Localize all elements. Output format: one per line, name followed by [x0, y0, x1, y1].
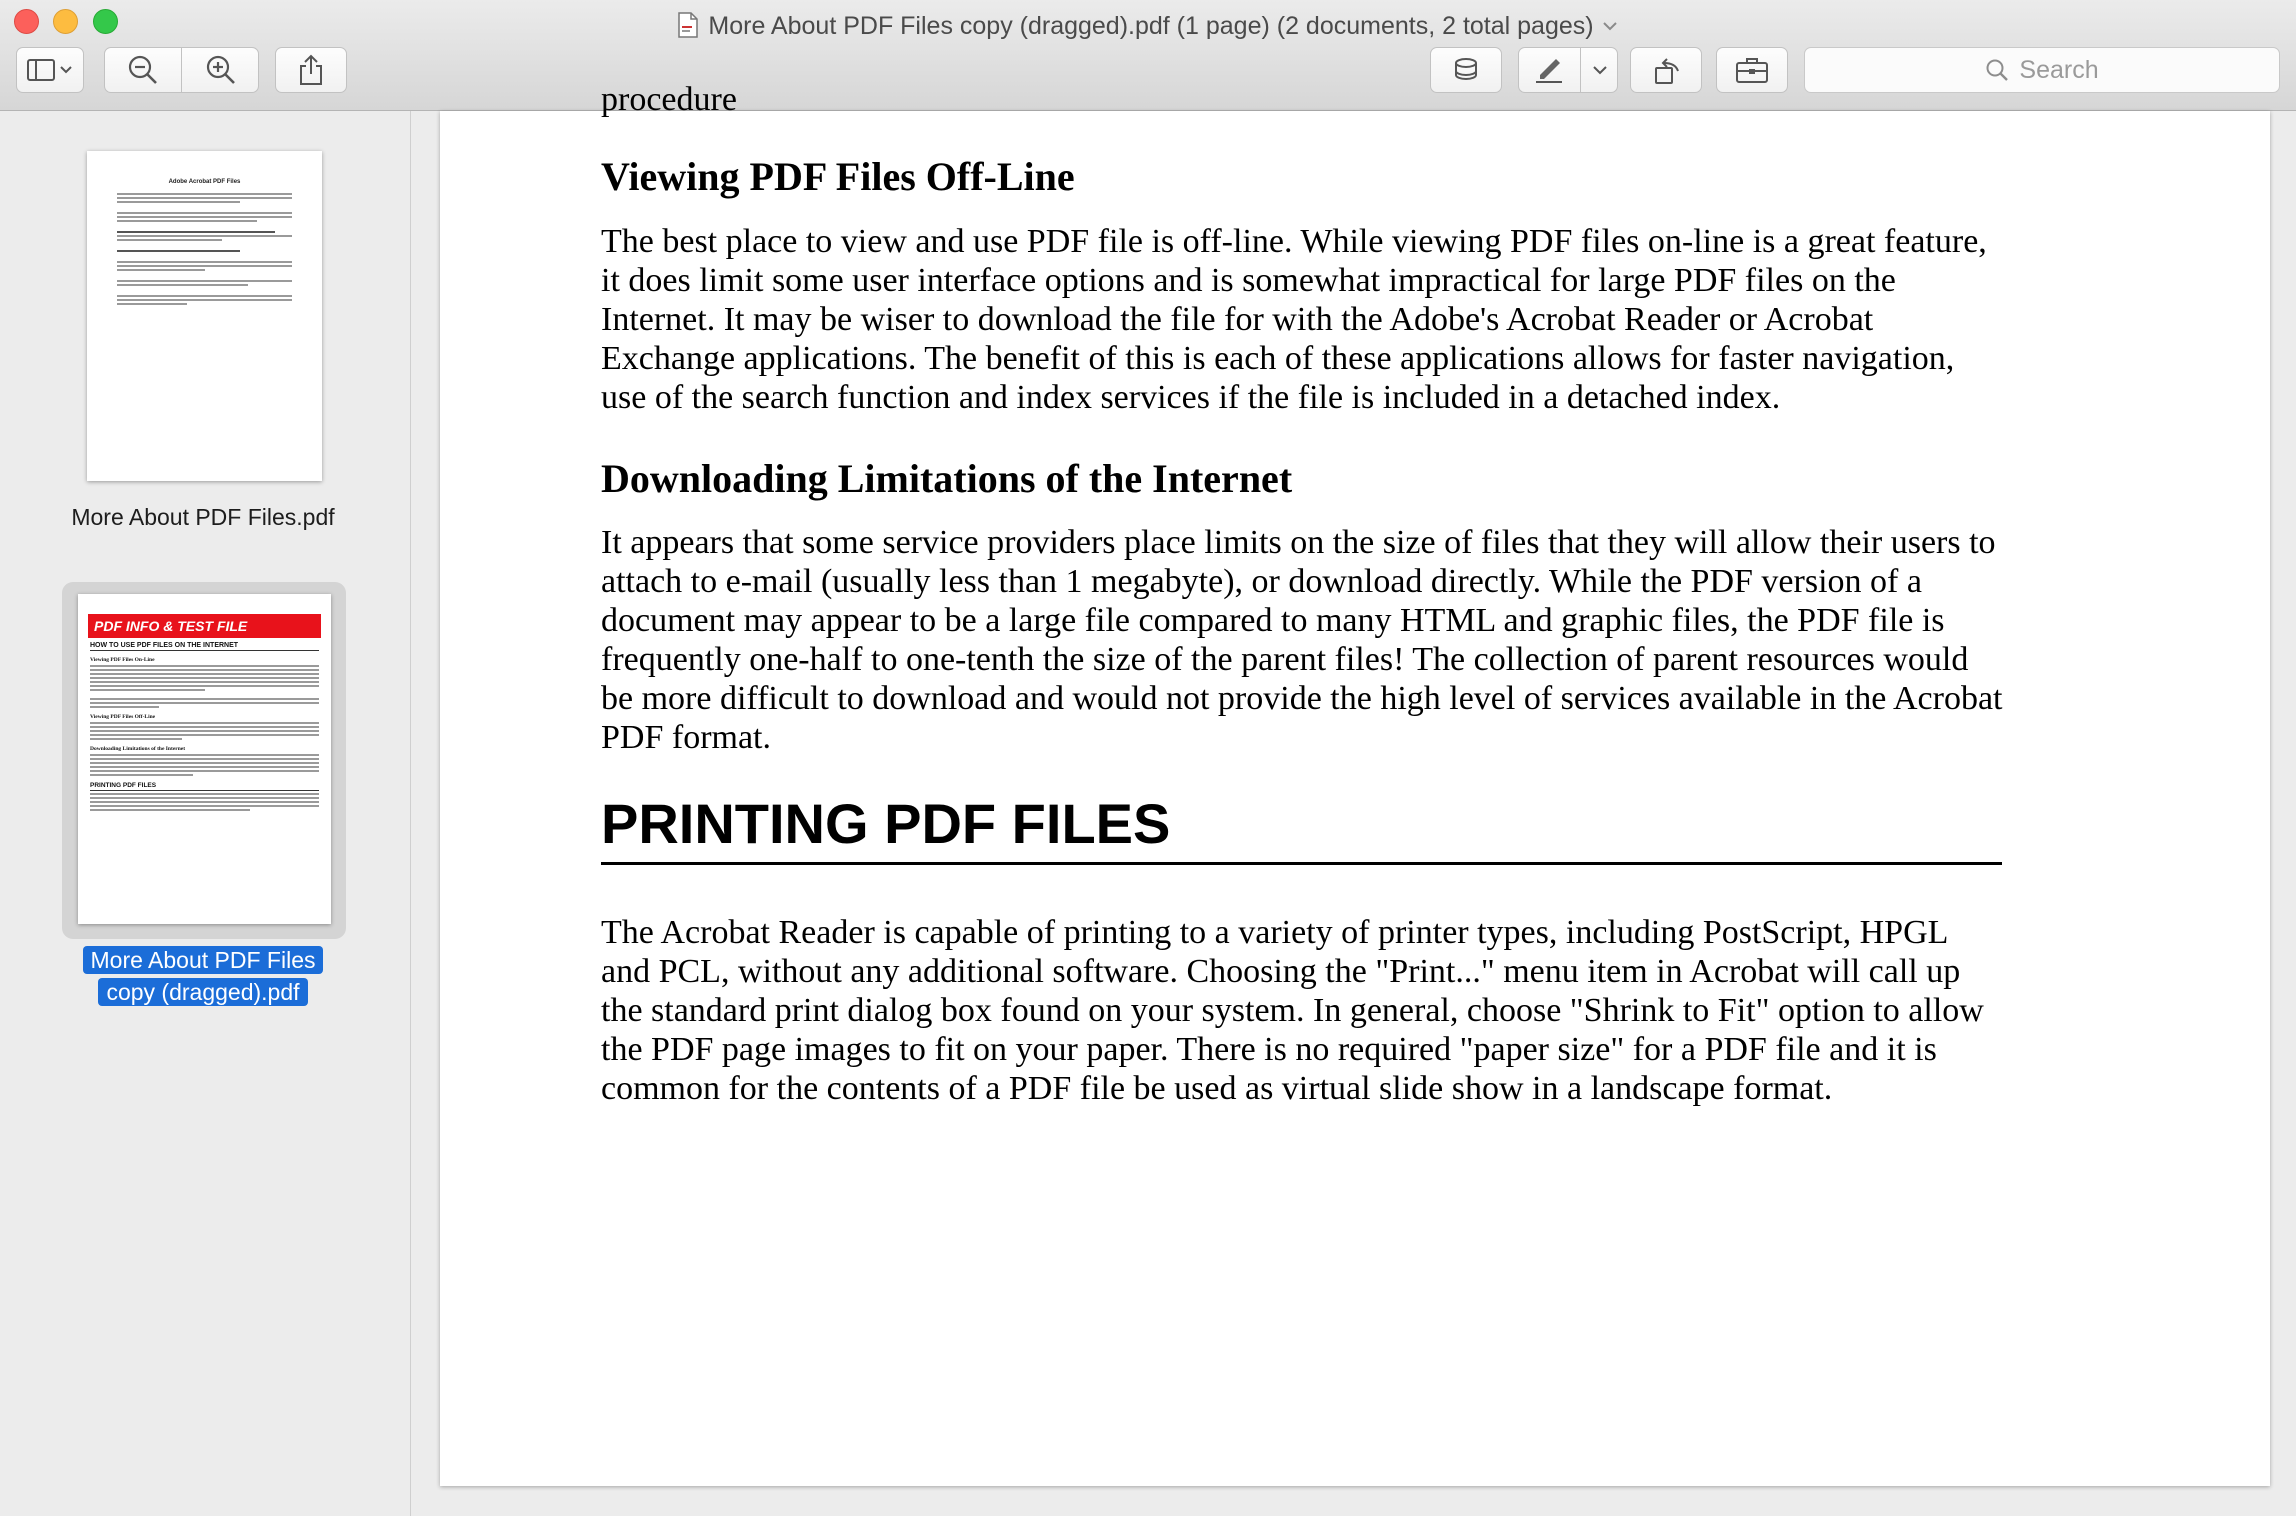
thumbnail-text-lines	[90, 793, 319, 811]
signature-button[interactable]	[1430, 47, 1502, 93]
search-field[interactable]	[1804, 47, 2280, 93]
rotate-button[interactable]	[1630, 47, 1702, 93]
thumbnail-page-title: Adobe Acrobat PDF Files	[168, 179, 241, 185]
section-body-downloading: It appears that some service providers place limits on the size of files that they will allow their users to attach to e-mail (usually less than 1 megabyte), or download directly. While the PDF version of a document may appear to be a large file compared to many HTML and graphic files, the PDF file is frequently one-half to one-tenth the size of the parent files! The collection of parent resources would be more difficult to download and would not provide the high level of services available in the Acrobat PDF format.	[601, 524, 2003, 756]
document-label[interactable]: More About PDF Files.pdf	[71, 504, 335, 530]
cut-off-text-line: procedure	[601, 81, 737, 118]
thumbnail-text-lines	[90, 665, 319, 708]
share-button[interactable]	[275, 47, 347, 93]
thumbnail-section: Viewing PDF Files On-Line	[90, 657, 155, 663]
pdf-document-icon	[678, 12, 698, 47]
printing-body: The Acrobat Reader is capable of printing to a variety of printer types, including PostScript, HPGL and PCL, without any additional software. Choosing the "Print..." menu item in Acrobat will call up the standard print dialog box found on your system. In general, choose "Shrink to Fit" option to allow the PDF page images to fit on your paper. There is no required "paper size" for a PDF file and it is common for the contents of a PDF file be used as virtual slide show in a landscape format.	[601, 914, 1984, 1107]
thumbnail-text-lines	[90, 754, 319, 776]
markup-menu-button[interactable]	[1581, 47, 1618, 93]
printing-heading: PRINTING PDF FILES	[601, 792, 1171, 855]
share-icon	[297, 54, 325, 86]
thumbnail-banner: PDF INFO & TEST FILE	[88, 614, 321, 638]
selected-thumbnail-highlight[interactable]	[62, 582, 346, 939]
section-heading-downloading: Downloading Limitations of the Internet	[601, 456, 1293, 501]
thumbnail-text-lines	[117, 193, 292, 305]
window-toolbar	[0, 0, 2296, 111]
section-body-offline: The best place to view and use PDF file is off-line. While viewing PDF files on-line is a great feature, it does limit some user interface options and is somewhat impractical for large PDF files on the Internet. It may be wiser to download the file for with the Adobe's Acrobat Reader or Acrobat Exchange applications. The benefit of this is each of these applications allows for faster navigation, use of the search function and index services if the file is included in a detached index.	[601, 223, 1987, 416]
selected-document-label-text: More About PDF Files copy (dragged).pdf	[83, 946, 324, 1006]
zoom-in-button[interactable]	[182, 47, 259, 93]
window-title-area[interactable]	[0, 6, 2296, 47]
markup-button[interactable]	[1518, 47, 1580, 93]
zoom-out-icon	[127, 54, 159, 86]
pdf-page[interactable]	[440, 81, 2270, 1486]
sidebar-icon	[26, 56, 74, 84]
toolbox-icon	[1735, 56, 1769, 84]
thumbnail-heading: HOW TO USE PDF FILES ON THE INTERNET	[90, 642, 239, 649]
zoom-in-icon	[205, 54, 237, 86]
document-view[interactable]	[411, 81, 2296, 1516]
window-title: More About PDF Files copy (dragged).pdf (1 page) (2 documents, 2 total pages)	[708, 12, 1594, 40]
signature-stamp-icon	[1451, 55, 1481, 85]
zoom-out-button[interactable]	[104, 47, 181, 93]
search-icon	[1985, 58, 2009, 82]
selected-document-label[interactable]	[70, 944, 336, 1008]
thumbnail-printing-heading: PRINTING PDF FILES	[90, 782, 157, 789]
thumbnail-text-lines	[90, 722, 319, 740]
chevron-down-icon[interactable]	[1602, 6, 1618, 40]
search-placeholder: Search	[2019, 55, 2099, 84]
page-thumbnail[interactable]	[87, 151, 322, 481]
sidebar-view-button[interactable]	[16, 47, 84, 93]
markup-toolbar-button[interactable]	[1716, 47, 1788, 93]
rotate-icon	[1650, 54, 1682, 86]
section-heading-offline: Viewing PDF Files Off-Line	[601, 154, 1075, 199]
thumbnail-section: Viewing PDF Files Off-Line	[90, 714, 156, 720]
heading-rule	[601, 862, 2002, 865]
pen-icon	[1532, 55, 1566, 85]
thumbnail-section: Downloading Limitations of the Internet	[90, 746, 186, 752]
chevron-down-icon	[1592, 64, 1608, 76]
page-thumbnail[interactable]	[78, 594, 331, 924]
